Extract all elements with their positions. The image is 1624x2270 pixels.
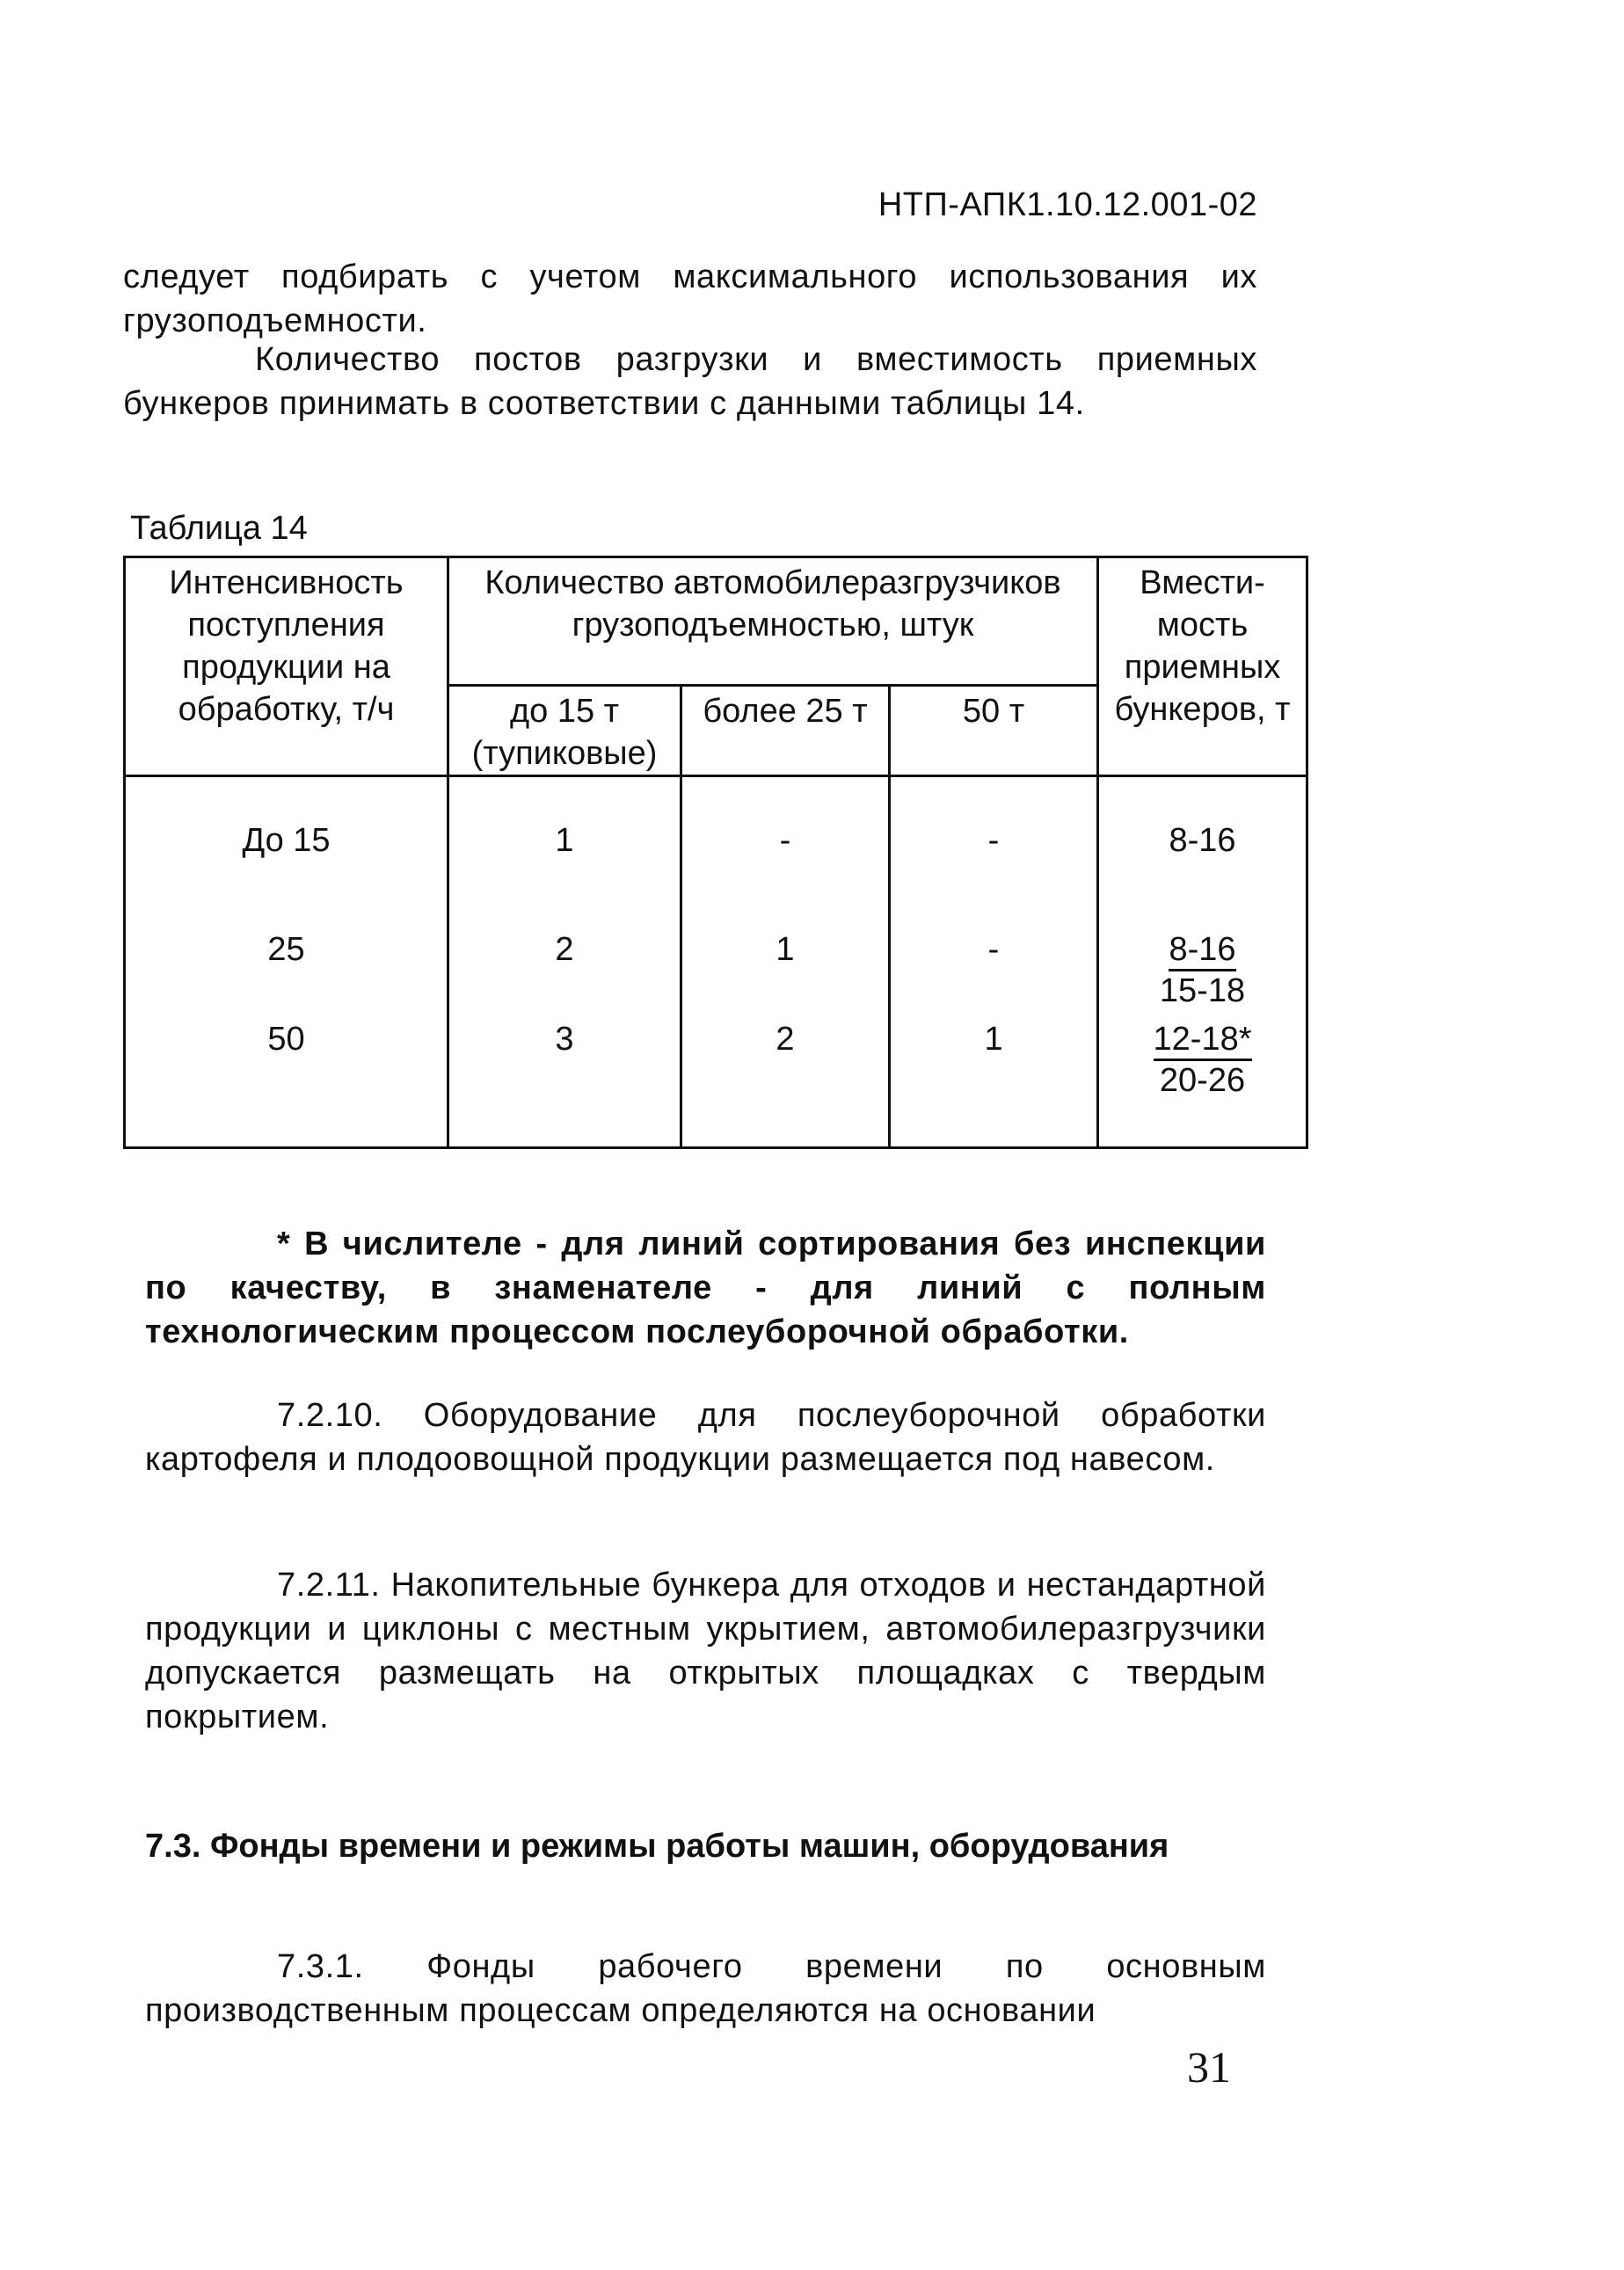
table-14 — [123, 556, 1308, 1149]
intro-paragraph-2: Количество постов разгрузки и вместимость приемных бункеров принимать в соответствии с данными таблицы 14. — [123, 341, 1257, 422]
cell-up-to-15t: 2 — [448, 911, 681, 1018]
paragraph-7-2-11: 7.2.11. Накопительные бункера для отходов и нестандартной продукции и циклоны с местным укрытием, автомобилеразгрузчики допускается размещать на открытых площадках с твердым покрытием. — [145, 1567, 1266, 1735]
cell-intensity: До 15 — [125, 776, 448, 911]
cell-50t: 1 — [890, 1018, 1098, 1147]
capacity-numerator: 12-18* — [1154, 1020, 1252, 1061]
intro-paragraph-1: следует подбирать с учетом максимального использования их грузоподъемности. — [123, 258, 1257, 339]
header-sub-50t: 50 т — [890, 686, 1098, 776]
table-row — [125, 911, 1307, 1018]
capacity-value: 8-16 — [1169, 822, 1236, 859]
table-row — [125, 1018, 1307, 1147]
paragraph-7-3-1: 7.3.1. Фонды рабочего времени по основным производственным процессам определяются на основании — [145, 1948, 1266, 2029]
section-heading-7-3: 7.3. Фонды времени и режимы работы машин, оборудования — [145, 1828, 1169, 1865]
table-row — [125, 776, 1307, 911]
cell-over-25t: - — [681, 776, 890, 911]
cell-up-to-15t: 3 — [448, 1018, 681, 1147]
cell-50t: - — [890, 776, 1098, 911]
header-sub-up-to-15t: до 15 т (тупиковые) — [448, 686, 681, 776]
cell-capacity — [1098, 911, 1307, 1018]
header-bunker-capacity: Вмести-мость приемных бункеров, т — [1098, 557, 1307, 776]
document-code: НТП-АПК1.10.12.001-02 — [878, 186, 1257, 223]
cell-up-to-15t: 1 — [448, 776, 681, 911]
cell-over-25t: 1 — [681, 911, 890, 1018]
cell-over-25t: 2 — [681, 1018, 890, 1147]
cell-capacity — [1098, 1018, 1307, 1147]
table-caption: Таблица 14 — [130, 510, 308, 547]
page-number: 31 — [1187, 2042, 1231, 2092]
cell-capacity — [1098, 776, 1307, 911]
cell-intensity: 50 — [125, 1018, 448, 1147]
capacity-denominator: 20-26 — [1159, 1062, 1246, 1100]
header-unloaders-group: Количество автомобилеразгрузчиков грузоподъемностью, штук — [448, 557, 1098, 686]
table-footnote: * В числителе - для линий сортирования без инспекции по качеству, в знаменателе - для линий с полным технологическим процессом послеуборочной обработки. — [145, 1226, 1266, 1350]
capacity-numerator: 8-16 — [1169, 930, 1235, 971]
cell-50t: - — [890, 911, 1098, 1018]
header-intensity: Интенсивность поступления продукции на обработку, т/ч — [125, 557, 448, 776]
paragraph-7-2-10: 7.2.10. Оборудование для послеуборочной обработки картофеля и плодоовощной продукции размещается под навесом. — [145, 1397, 1266, 1478]
header-sub-over-25t: более 25 т — [681, 686, 890, 776]
cell-intensity: 25 — [125, 911, 448, 1018]
capacity-denominator: 15-18 — [1159, 971, 1246, 1009]
